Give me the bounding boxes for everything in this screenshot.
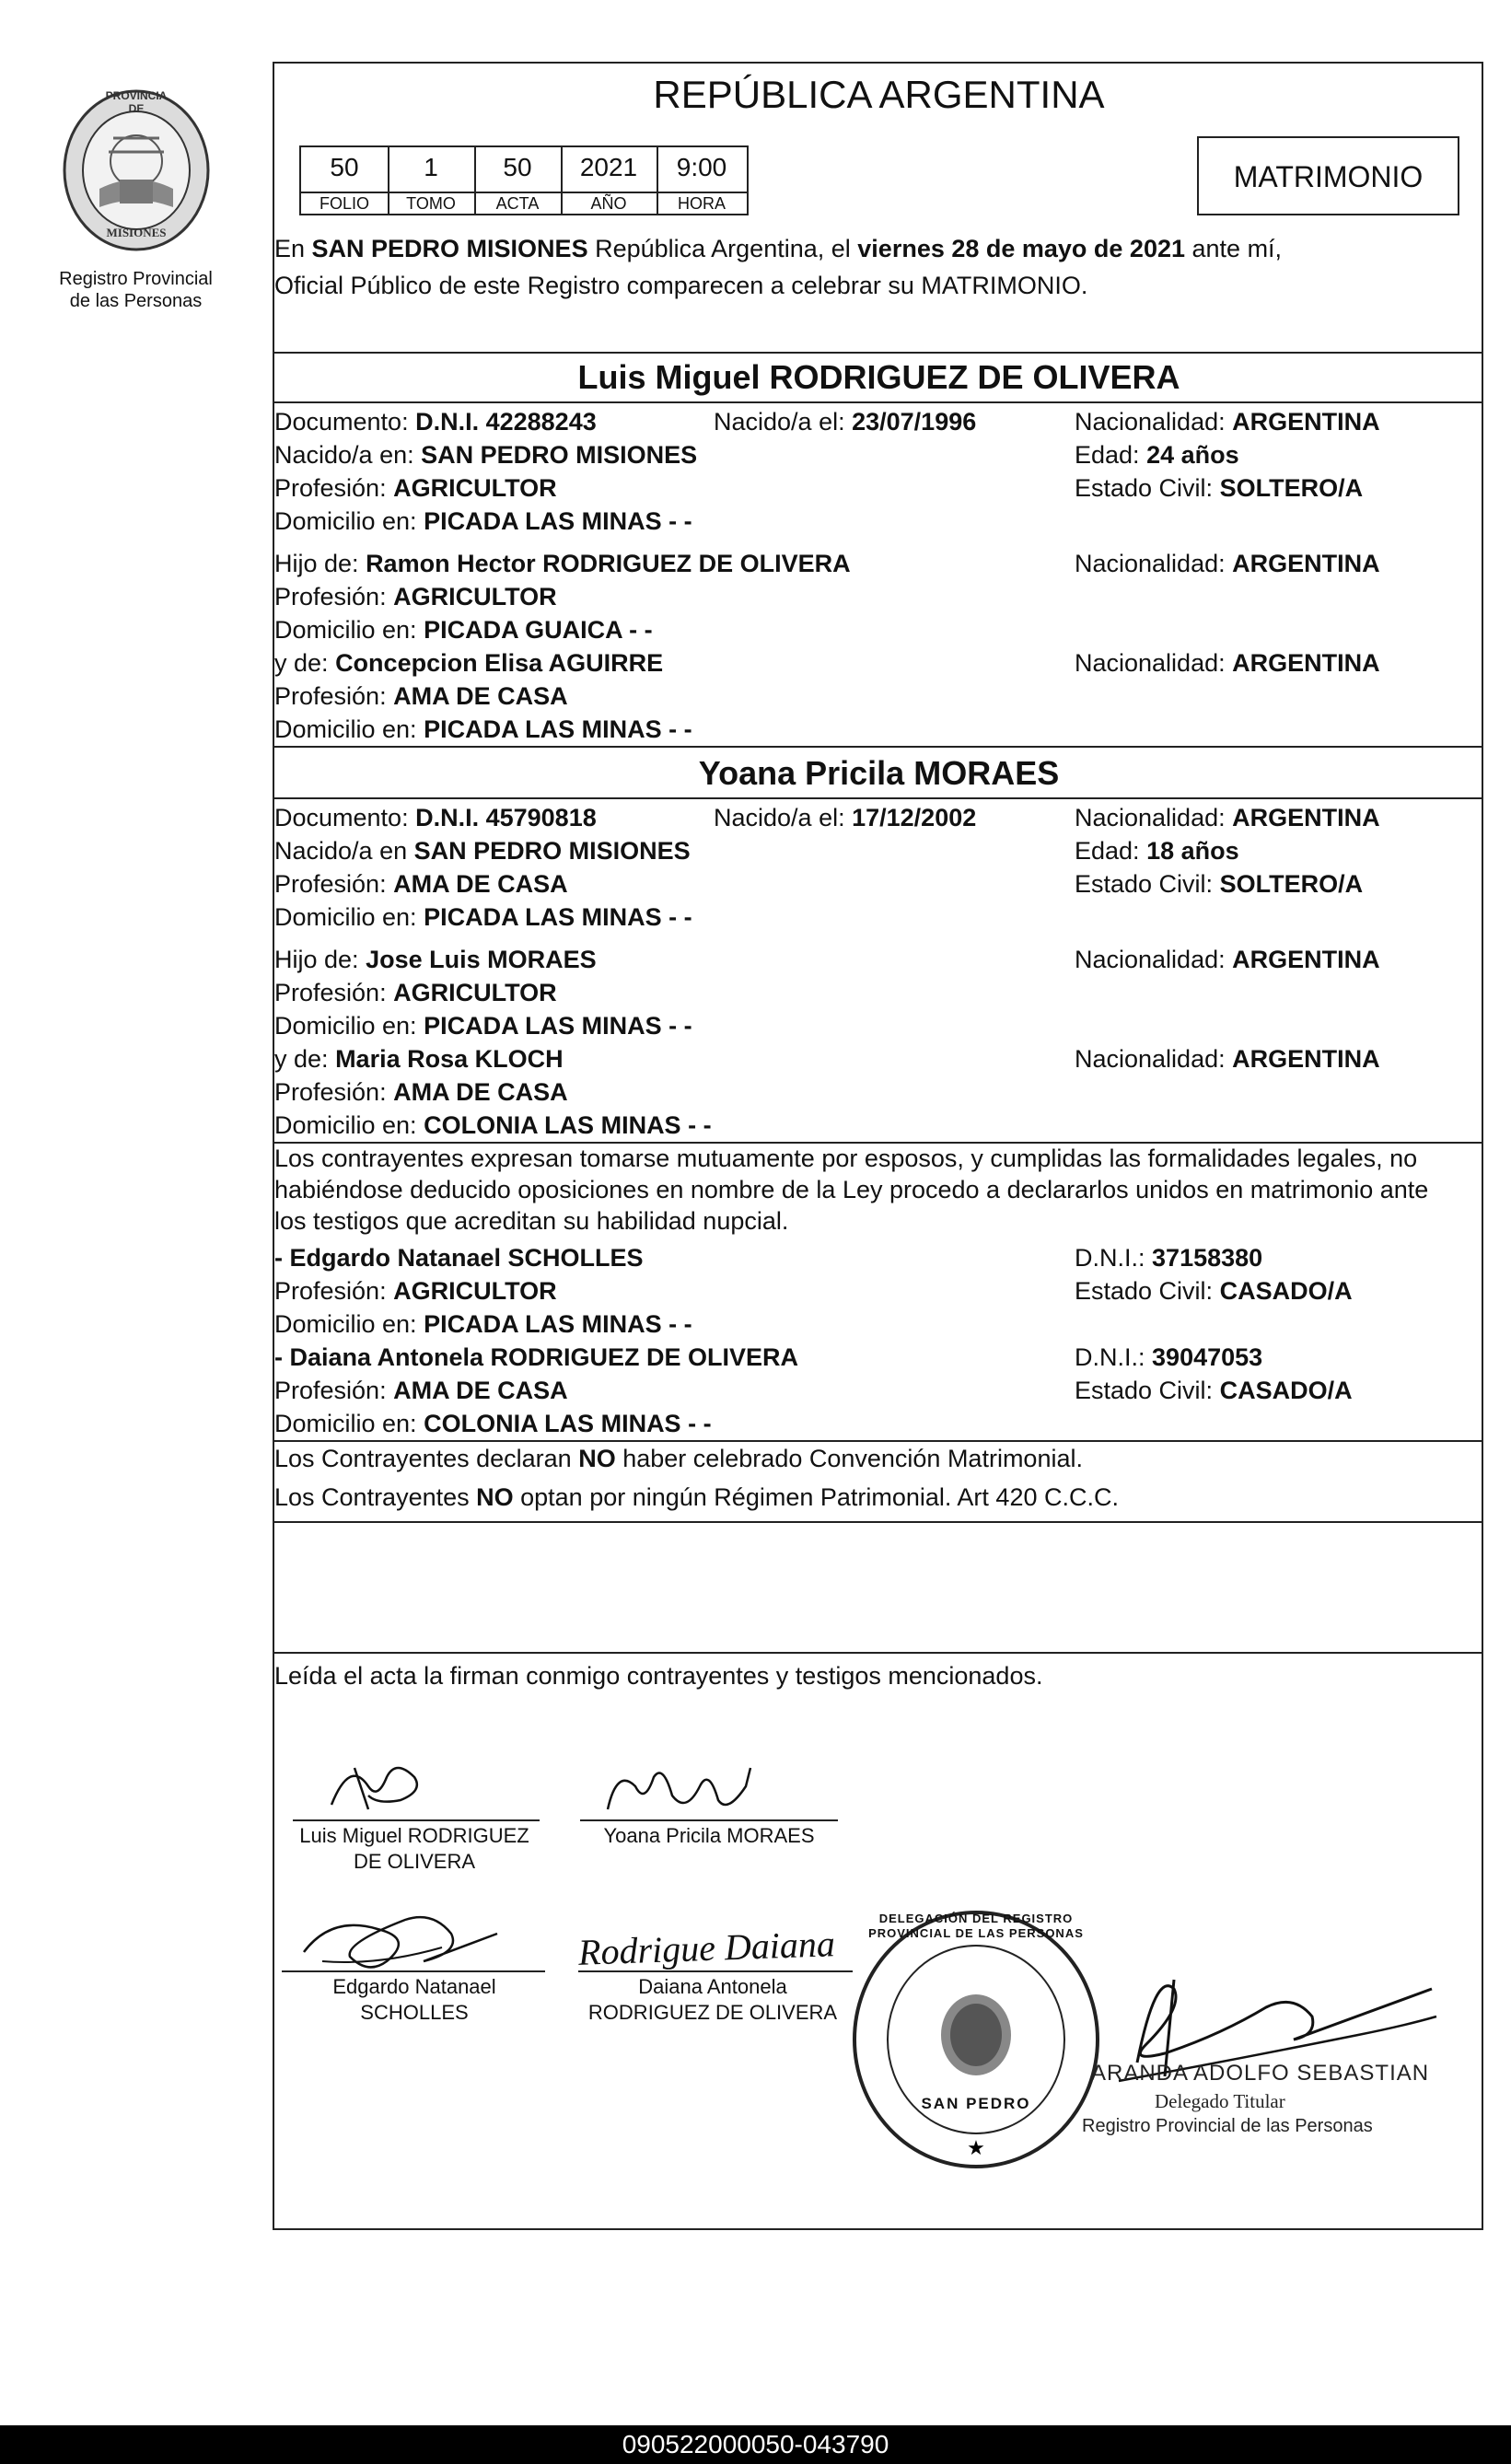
tomo-label: TOMO (406, 194, 456, 213)
label: Domicilio en: (274, 903, 417, 931)
c2-nacido-el (714, 801, 976, 834)
value: Maria Rosa KLOCH (335, 1045, 564, 1073)
testigo2-profesion (274, 1374, 568, 1407)
c1-padre-domicilio (274, 613, 653, 646)
act-type-box (1197, 136, 1459, 215)
c2-documento (274, 801, 597, 834)
text: Los Contrayentes declaran (274, 1445, 579, 1472)
signature-luis (313, 1749, 442, 1823)
testigo1-domicilio (274, 1308, 692, 1341)
intro-line1 (274, 232, 1483, 265)
signature-edgardo (295, 1897, 506, 1980)
label: Profesión: (274, 1377, 387, 1404)
label: Profesión: (274, 682, 387, 710)
value: ARGENTINA (1232, 1045, 1380, 1073)
value: 18 años (1146, 837, 1239, 865)
label: Estado Civil: (1075, 1377, 1214, 1404)
c1-nacido-el (714, 405, 976, 438)
label: Profesión: (274, 1078, 387, 1106)
value: SOLTERO/A (1219, 474, 1364, 502)
label: Nacido/a el: (714, 804, 845, 831)
c2-padre-domicilio (274, 1009, 692, 1042)
c2-domicilio (274, 901, 692, 934)
testigo2-name: - Daiana Antonela RODRIGUEZ DE OLIVERA (274, 1343, 799, 1371)
label: Nacionalidad: (1075, 649, 1226, 677)
label: Edad: (1075, 837, 1140, 865)
label: Estado Civil: (1075, 474, 1214, 502)
label: Domicilio en: (274, 1012, 417, 1040)
label: Profesión: (274, 474, 387, 502)
value: 23/07/1996 (852, 408, 977, 436)
sig-caption-daiana (575, 1974, 851, 2026)
acta-label: ACTA (495, 194, 540, 213)
value: SAN PEDRO MISIONES (413, 837, 691, 865)
value: ARGENTINA (1232, 550, 1380, 577)
intro-text-a: En (274, 235, 312, 262)
officer-name: ARANDA ADOLFO SEBASTIAN (1091, 2061, 1430, 2086)
c2-madre (274, 1042, 564, 1075)
contrayente2-name (274, 753, 1483, 794)
testigo2-dni (1075, 1341, 1262, 1374)
c2-padre-nacionalidad (1075, 943, 1380, 976)
value: AMA DE CASA (393, 1377, 568, 1404)
value: AGRICULTOR (393, 979, 557, 1006)
c2-madre-profesion (274, 1075, 568, 1109)
value: PICADA GUAICA - - (424, 616, 653, 644)
label: Nacionalidad: (1075, 550, 1226, 577)
value: PICADA LAS MINAS - - (424, 903, 692, 931)
contrayente1-first-name: Luis Miguel (577, 358, 770, 396)
testigo2-domicilio (274, 1407, 712, 1440)
delegation-seal (847, 1906, 1105, 2173)
value: AGRICULTOR (393, 1277, 557, 1305)
c1-nacionalidad (1075, 405, 1380, 438)
value: ARGENTINA (1232, 804, 1380, 831)
text: haber celebrado Convención Matrimonial. (615, 1445, 1083, 1472)
value: CASADO/A (1219, 1277, 1353, 1305)
label: Nacionalidad: (1075, 408, 1226, 436)
logo-caption-line2: de las Personas (69, 291, 203, 311)
testigo1-profesion (274, 1274, 557, 1308)
value: Ramon Hector RODRIGUEZ DE OLIVERA (366, 550, 851, 577)
label: Nacido/a el: (714, 408, 845, 436)
label: Hijo de: (274, 946, 359, 973)
anio-label: AÑO (590, 194, 627, 213)
caption: Luis Miguel RODRIGUEZ DE OLIVERA (299, 1824, 529, 1873)
seal-center-text: SAN PEDRO (921, 2095, 1031, 2112)
firma-text: Leída el acta la firman conmigo contrayentes y testigos mencionados. (274, 1662, 1043, 1690)
folio-label: FOLIO (319, 194, 369, 213)
c1-nacido-en (274, 438, 697, 471)
label: Nacionalidad: (1075, 1045, 1226, 1073)
value: AGRICULTOR (393, 474, 557, 502)
c1-profesion (274, 471, 557, 505)
c2-padre (274, 943, 597, 976)
c1-madre-profesion (274, 680, 568, 713)
emphasis: NO (476, 1483, 514, 1511)
label: Domicilio en: (274, 1111, 417, 1139)
c1-padre-nacionalidad (1075, 547, 1380, 580)
document-code: 090522000050-043790 (622, 2430, 889, 2458)
value: PICADA LAS MINAS - - (424, 507, 692, 535)
declaration-line2: habiéndose deducido oposiciones en nombre de la Ley procedo a declararlos unidos en matrimonio ante (274, 1176, 1429, 1203)
acta-value: 50 (503, 153, 532, 181)
anio-value: 2021 (579, 153, 638, 181)
value: 17/12/2002 (852, 804, 977, 831)
intro-text-c: ante mí, (1185, 235, 1283, 262)
label: Hijo de: (274, 550, 359, 577)
label: Domicilio en: (274, 507, 417, 535)
label: Profesión: (274, 870, 387, 898)
c1-domicilio (274, 505, 692, 538)
c2-edad (1075, 834, 1239, 867)
label: Nacido/a en (274, 837, 408, 865)
officer-title: Delegado Titular (1155, 2090, 1285, 2112)
value: ARGENTINA (1232, 649, 1380, 677)
value: AGRICULTOR (393, 583, 557, 610)
label: Profesión: (274, 583, 387, 610)
caption: Daiana Antonela RODRIGUEZ DE OLIVERA (587, 1975, 838, 2024)
label: D.N.I.: (1075, 1244, 1145, 1272)
sig-caption-luis (285, 1823, 543, 1875)
label: Profesión: (274, 1277, 387, 1305)
contrayente2-first-name: Yoana Pricila (698, 754, 914, 792)
value: D.N.I. 45790818 (415, 804, 597, 831)
intro-text-b: República Argentina, el (587, 235, 858, 262)
value: D.N.I. 42288243 (415, 408, 597, 436)
value: PICADA LAS MINAS - - (424, 1310, 692, 1338)
sig-caption-edgardo (285, 1974, 543, 2026)
intro-date: viernes 28 de mayo de 2021 (857, 235, 1186, 262)
label: Edad: (1075, 441, 1140, 469)
declaration-line1: Los contrayentes expresan tomarse mutuamente por esposos, y cumplidas las formalidades legales, no (274, 1145, 1418, 1172)
c2-nacido-en (274, 834, 691, 867)
hora-label: HORA (677, 194, 726, 213)
c2-nacionalidad (1075, 801, 1380, 834)
label: Estado Civil: (1075, 1277, 1214, 1305)
label: Profesión: (274, 979, 387, 1006)
tomo-value: 1 (424, 153, 438, 181)
c2-madre-nacionalidad (1075, 1042, 1380, 1075)
value: SOLTERO/A (1219, 870, 1364, 898)
footer-bar (0, 2425, 1511, 2464)
value: Jose Luis MORAES (366, 946, 597, 973)
emphasis: NO (578, 1445, 616, 1472)
value: CASADO/A (1219, 1377, 1353, 1404)
intro-place: SAN PEDRO MISIONES (311, 235, 588, 262)
sig-caption-yoana (580, 1823, 838, 1849)
country-title: REPÚBLICA ARGENTINA (653, 73, 1105, 116)
seal-text-top: PROVINCIA DE (105, 89, 168, 115)
folio-value: 50 (330, 153, 359, 181)
c1-documento (274, 405, 597, 438)
value: AMA DE CASA (393, 870, 568, 898)
convencion-line1 (274, 1442, 1083, 1475)
label: Domicilio en: (274, 1410, 417, 1437)
caption: Edgardo Natanael SCHOLLES (332, 1975, 496, 2024)
c2-estado-civil (1075, 867, 1363, 901)
label: y de: (274, 649, 329, 677)
value: PICADA LAS MINAS - - (424, 1012, 692, 1040)
text: Los Contrayentes (274, 1483, 477, 1511)
seal-ring-text: DELEGACIÓN DEL REGISTRO PROVINCIAL DE LAS PERSONAS (868, 1912, 1084, 1940)
registry-table (299, 145, 749, 215)
svg-text:★: ★ (967, 2136, 985, 2159)
hora-value: 9:00 (676, 153, 727, 181)
act-type: MATRIMONIO (1233, 160, 1424, 193)
contrayente1-name (274, 357, 1483, 398)
value: 24 años (1146, 441, 1239, 469)
text: optan por ningún Régimen Patrimonial. Art 420 C.C.C. (513, 1483, 1119, 1511)
value: COLONIA LAS MINAS - - (424, 1111, 712, 1139)
label: Domicilio en: (274, 1310, 417, 1338)
value: 37158380 (1152, 1244, 1263, 1272)
c1-estado-civil (1075, 471, 1363, 505)
c2-madre-domicilio (274, 1109, 712, 1142)
value: AMA DE CASA (393, 682, 568, 710)
contrayente2-last-name: MORAES (913, 754, 1060, 792)
seal-ring-icon (847, 1906, 1105, 2173)
convencion-line2 (274, 1481, 1119, 1514)
c1-padre (274, 547, 851, 580)
value: Concepcion Elisa AGUIRRE (335, 649, 664, 677)
c1-padre-profesion (274, 580, 557, 613)
logo-caption-line1: Registro Provincial (59, 269, 213, 289)
contrayente1-last-name: RODRIGUEZ DE OLIVERA (769, 358, 1180, 396)
label: Documento: (274, 804, 409, 831)
label: Nacido/a en: (274, 441, 414, 469)
testigo1-estado (1075, 1274, 1353, 1308)
value: ARGENTINA (1232, 946, 1380, 973)
label: D.N.I.: (1075, 1343, 1145, 1371)
value: COLONIA LAS MINAS - - (424, 1410, 712, 1437)
officer-org: Registro Provincial de las Personas (1082, 2116, 1373, 2136)
label: Documento: (274, 408, 409, 436)
testigo2-estado (1075, 1374, 1353, 1407)
label: Domicilio en: (274, 715, 417, 743)
value: 39047053 (1152, 1343, 1263, 1371)
label: Nacionalidad: (1075, 946, 1226, 973)
registry-logo (44, 87, 228, 253)
label: Nacionalidad: (1075, 804, 1226, 831)
signature-daiana: Rodrigue Daiana (577, 1923, 836, 1973)
c1-madre (274, 646, 663, 680)
seal-text-bottom: MISIONES (106, 226, 167, 239)
value: SAN PEDRO MISIONES (421, 441, 698, 469)
label: Estado Civil: (1075, 870, 1214, 898)
c1-madre-nacionalidad (1075, 646, 1380, 680)
c1-madre-domicilio (274, 713, 692, 746)
testigo1-dni (1075, 1241, 1262, 1274)
signature-yoana (599, 1759, 764, 1823)
value: ARGENTINA (1232, 408, 1380, 436)
c2-padre-profesion (274, 976, 557, 1009)
c2-profesion (274, 867, 568, 901)
value: AMA DE CASA (393, 1078, 568, 1106)
value: PICADA LAS MINAS - - (424, 715, 692, 743)
label: y de: (274, 1045, 329, 1073)
c1-edad (1075, 438, 1239, 471)
testigo1-name: - Edgardo Natanael SCHOLLES (274, 1244, 644, 1272)
label: Domicilio en: (274, 616, 417, 644)
intro-line2: Oficial Público de este Registro comparecen a celebrar su MATRIMONIO. (274, 272, 1088, 299)
declaration-line3: los testigos que acreditan su habilidad nupcial. (274, 1207, 789, 1235)
caption: Yoana Pricila MORAES (603, 1824, 815, 1847)
